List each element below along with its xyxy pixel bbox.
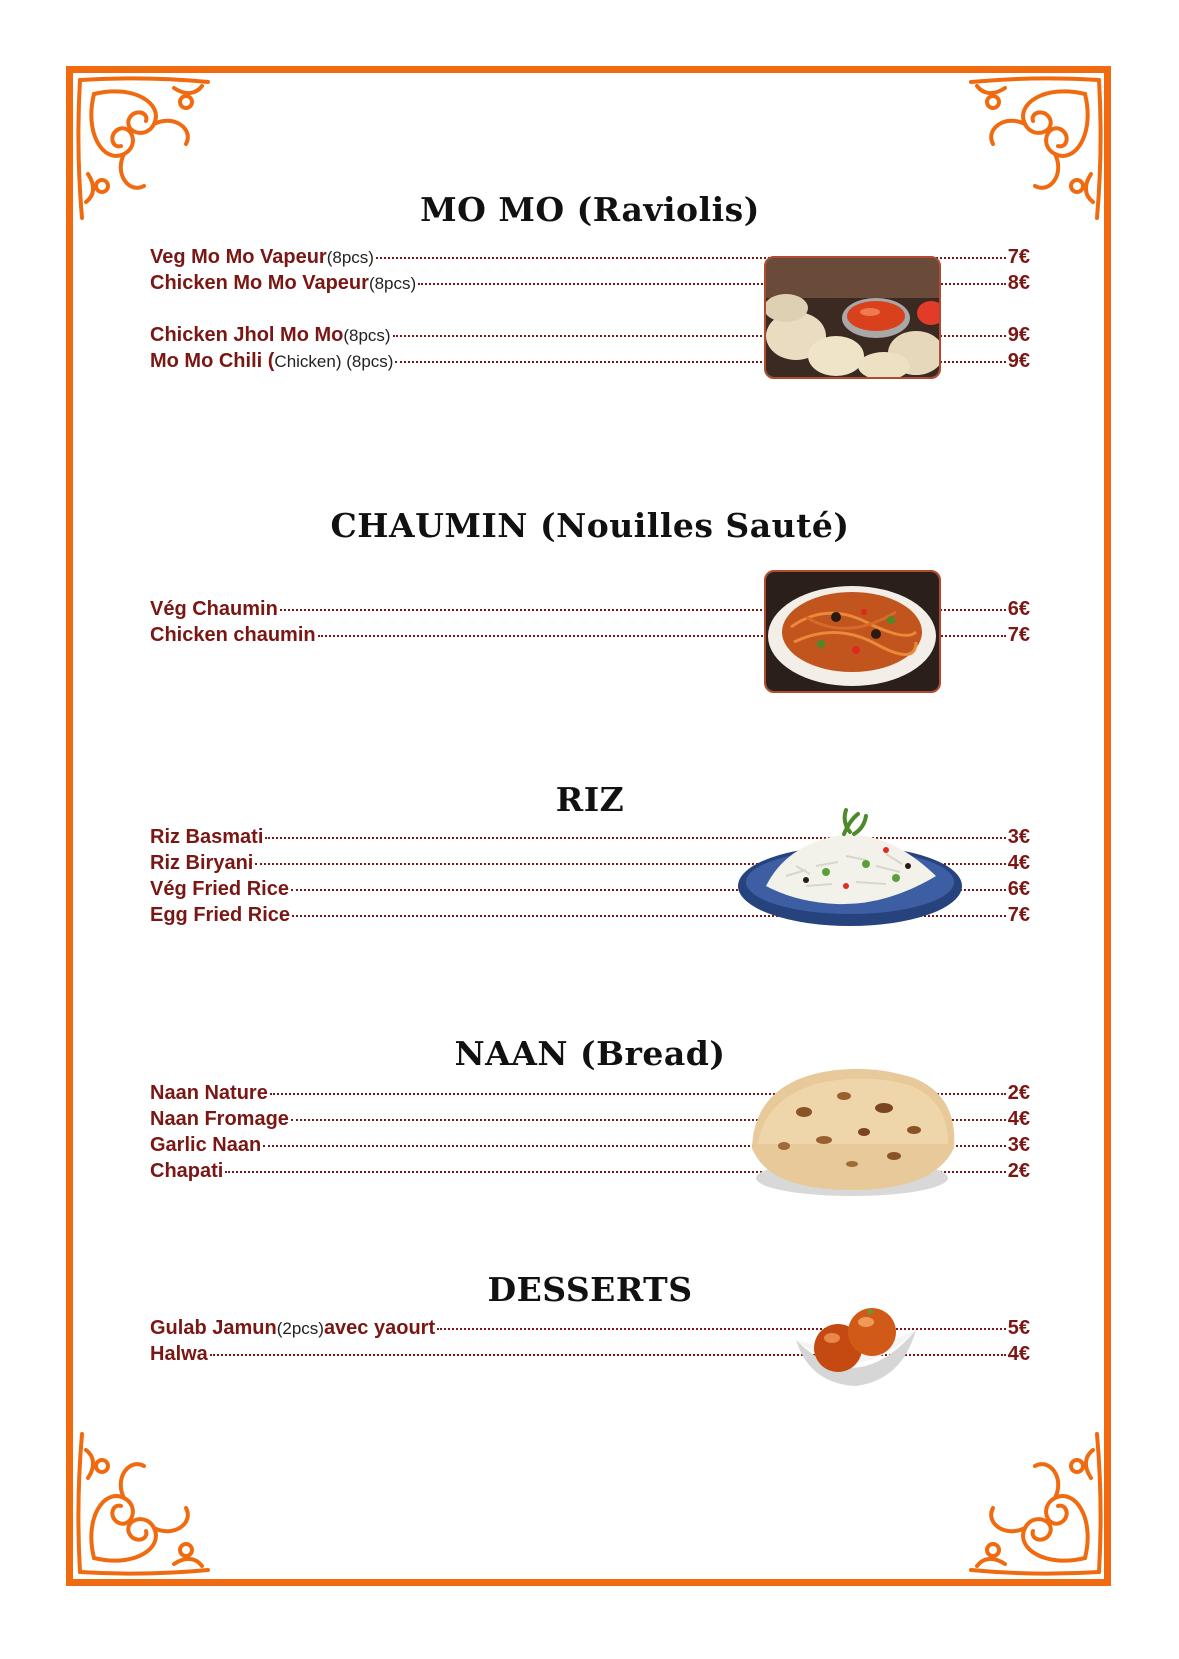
menu-item: Chicken Jhol Mo Mo (8pcs) 9€ <box>150 324 1030 346</box>
leader-dots <box>437 1328 1006 1330</box>
gulab-jamun-photo-icon <box>792 1290 920 1390</box>
menu-item: Garlic Naan 3€ <box>150 1134 1030 1156</box>
momo-dumplings-photo-icon <box>764 256 941 379</box>
section-title: MO MO (Raviolis) <box>420 190 760 229</box>
section-title: CHAUMIN (Nouilles Sauté) <box>330 506 850 545</box>
menu-item: Riz Basmati 3€ <box>150 826 1030 848</box>
naan-bread-photo-icon <box>744 1060 960 1200</box>
menu-item: Chicken chaumin 7€ <box>150 624 1030 646</box>
menu-item: Egg Fried Rice 7€ <box>150 904 1030 926</box>
section-title: RIZ <box>555 780 625 819</box>
section-title: NAAN (Bread) <box>454 1034 726 1073</box>
menu-item: Halwa 4€ <box>150 1343 1030 1365</box>
menu-item: Riz Biryani 4€ <box>150 852 1030 874</box>
menu-item: Veg Mo Mo Vapeur (8pcs) 7€ <box>150 246 1030 268</box>
menu-item: Chicken Mo Mo Vapeur (8pcs) 8€ <box>150 272 1030 294</box>
corner-ornament-icon <box>74 1428 214 1578</box>
menu-item: Mo Mo Chili ( Chicken) (8pcs) 9€ <box>150 350 1030 372</box>
menu-item: Chapati 2€ <box>150 1160 1030 1182</box>
menu-item: Gulab Jamun (2pcs) avec yaourt 5€ <box>150 1317 1030 1339</box>
menu-item: Naan Nature 2€ <box>150 1082 1030 1104</box>
rice-plate-photo-icon <box>736 806 964 930</box>
noodles-photo-icon <box>764 570 941 693</box>
menu-item: Naan Fromage 4€ <box>150 1108 1030 1130</box>
menu-item: Vég Fried Rice 6€ <box>150 878 1030 900</box>
section-title: DESSERTS <box>487 1270 693 1309</box>
menu-item: Vég Chaumin 6€ <box>150 598 1030 620</box>
corner-ornament-icon <box>965 1428 1105 1578</box>
